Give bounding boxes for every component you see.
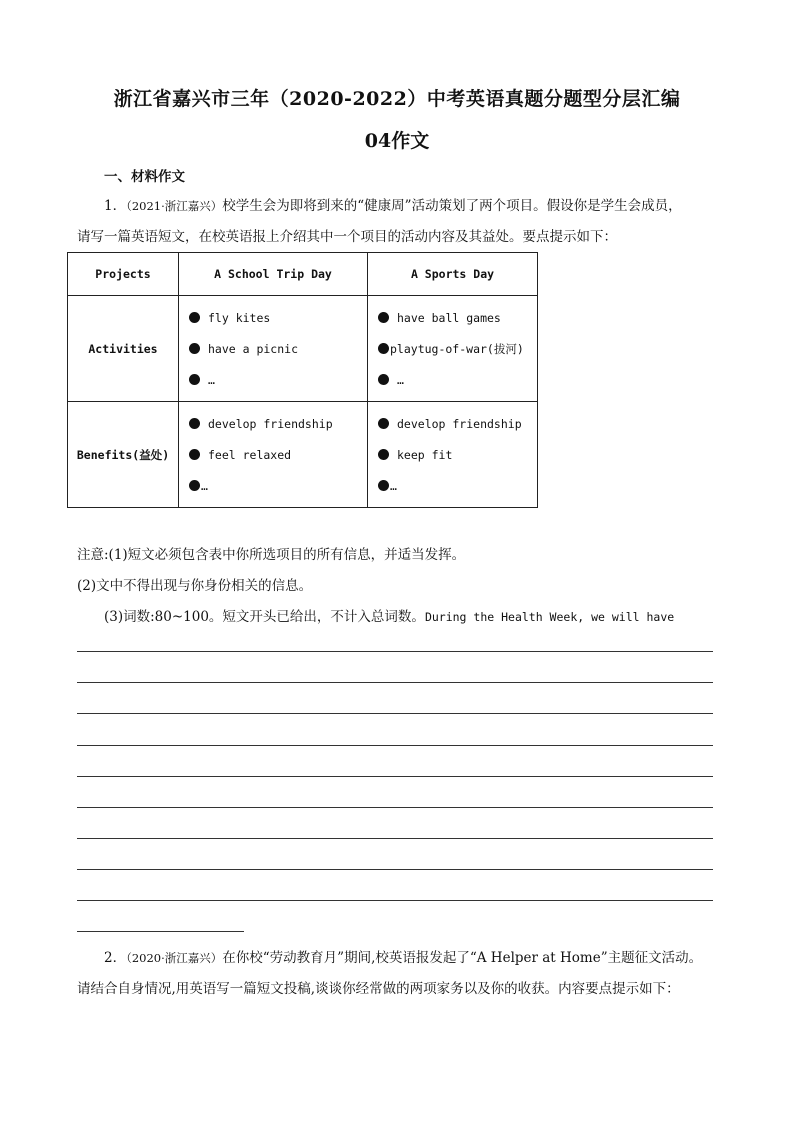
- bullet-icon: [189, 480, 200, 491]
- list-item: …: [378, 364, 537, 395]
- writing-line[interactable]: [77, 776, 713, 777]
- question-source: （2021·浙江嘉兴）: [126, 199, 223, 213]
- writing-line[interactable]: [77, 745, 713, 746]
- writing-line[interactable]: [77, 869, 713, 870]
- writing-line[interactable]: [77, 900, 713, 901]
- divider: [77, 931, 244, 932]
- benefits-label: Benefits(益处): [68, 402, 179, 508]
- sports-benefits-cell: [368, 402, 538, 508]
- bullet-icon: [189, 312, 200, 323]
- list-item: have ball games: [378, 302, 537, 333]
- question-number: 2．: [104, 950, 127, 966]
- project-table: [67, 252, 538, 508]
- activities-label: Activities: [68, 296, 179, 402]
- list-item: feel relaxed: [189, 439, 367, 470]
- document-title: 浙江省嘉兴市三年（2020-2022）中考英语真题分题型分层汇编: [113, 88, 681, 110]
- section-heading: 一、材料作文: [104, 169, 185, 185]
- bullet-icon: [378, 480, 389, 491]
- note-1: 注意:(1)短文必须包含表中你所选项目的所有信息，并适当发挥。: [77, 547, 466, 563]
- question-number: 1．: [104, 198, 127, 214]
- benefits-row: [68, 402, 538, 508]
- bullet-icon: [189, 418, 200, 429]
- question-text: 校学生会为即将到来的“健康周”活动策划了两个项目。假设你是学生会成员，: [222, 198, 682, 214]
- note-3: (3)词数:80~100。短文开头已给出，不计入总词数。During the Health Week, we will have: [104, 609, 675, 625]
- list-item: …: [378, 470, 537, 501]
- writing-line[interactable]: [77, 838, 713, 839]
- activities-row: [68, 296, 538, 402]
- list-item: playtug-of-war( 拔河 ): [378, 333, 537, 364]
- bullet-icon: [378, 449, 389, 460]
- bullet-icon: [189, 343, 200, 354]
- writing-line[interactable]: [77, 807, 713, 808]
- question-1-line-1: [104, 196, 682, 216]
- list-item: develop friendship: [378, 408, 537, 439]
- header-projects: Projects: [68, 253, 179, 296]
- bullet-icon: [378, 374, 389, 385]
- header-school-trip-day: A School Trip Day: [179, 253, 368, 296]
- essay-opening: During the Health Week, we will have: [424, 610, 675, 624]
- writing-line[interactable]: [77, 651, 713, 652]
- list-item: develop friendship: [189, 408, 367, 439]
- bullet-icon: [378, 343, 389, 354]
- question-source: （2020·浙江嘉兴）: [126, 951, 223, 965]
- list-item: have a picnic: [189, 333, 367, 364]
- list-item: …: [189, 364, 367, 395]
- table-header-row: [68, 253, 538, 296]
- question-text: 在你校“劳动教育月”期间,校英语报发起了“A Helper at Home”主题征文活动。: [222, 950, 703, 966]
- bullet-icon: [189, 449, 200, 460]
- header-sports-day: A Sports Day: [368, 253, 538, 296]
- trip-activities-cell: [179, 296, 368, 402]
- question-2-line-1: [104, 948, 702, 968]
- question-2-line-2: 请结合自身情况,用英语写一篇短文投稿,谈谈你经常做的两项家务以及你的收获。内容要点提示如下：: [77, 981, 680, 997]
- question-1-line-2: 请写一篇英语短文，在校英语报上介绍其中一个项目的活动内容及其益处。要点提示如下：: [77, 229, 617, 245]
- bullet-icon: [189, 374, 200, 385]
- sports-activities-cell: [368, 296, 538, 402]
- bullet-icon: [378, 312, 389, 323]
- list-item: fly kites: [189, 302, 367, 333]
- bullet-icon: [378, 418, 389, 429]
- document-subtitle: 04作文: [364, 130, 430, 152]
- writing-line[interactable]: [77, 713, 713, 714]
- trip-benefits-cell: [179, 402, 368, 508]
- note-2: (2)文中不得出现与你身份相关的信息。: [77, 578, 313, 594]
- list-item: keep fit: [378, 439, 537, 470]
- writing-line[interactable]: [77, 682, 713, 683]
- list-item: …: [189, 470, 367, 501]
